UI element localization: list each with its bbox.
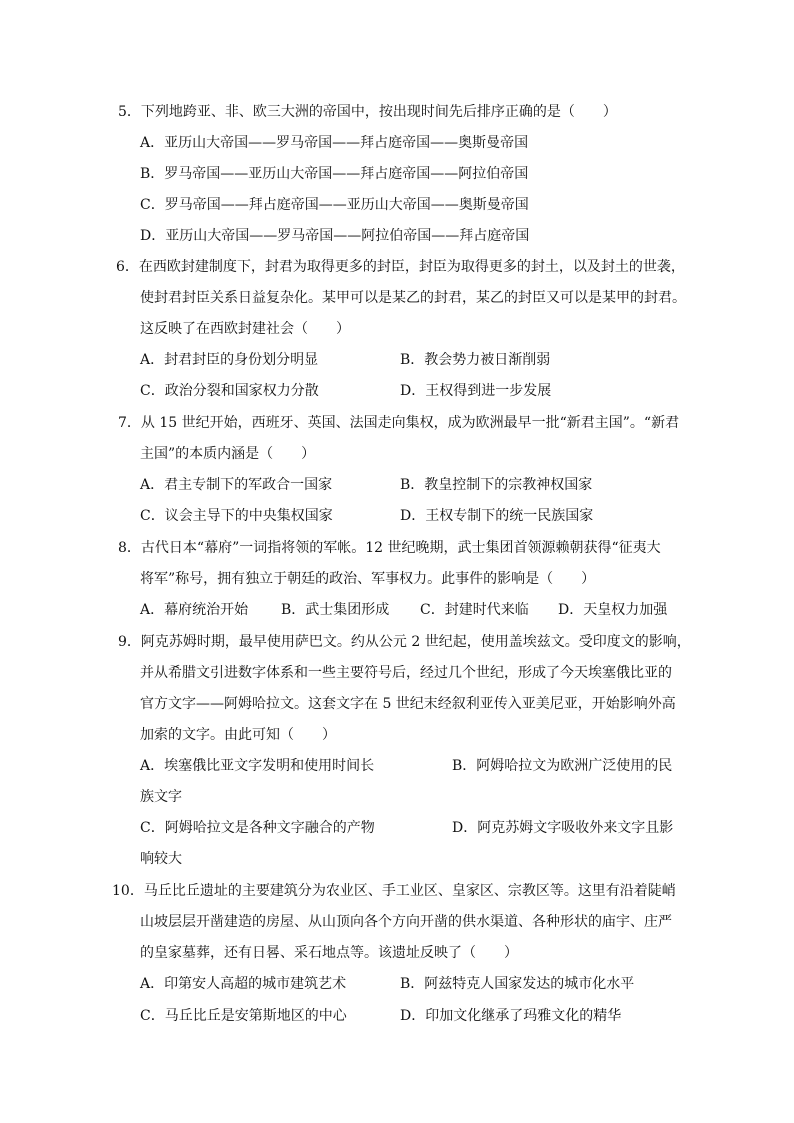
question-10-option-c: C．马丘比丘是安第斯地区的中心 bbox=[140, 1008, 347, 1024]
question-8-option-a: A．幕府统治开始 bbox=[140, 602, 249, 618]
question-6-stem-line-1: 6．在西欧封建制度下，封君为取得更多的封臣，封臣为取得更多的封土，以及封土的世袭， bbox=[116, 259, 685, 275]
question-7-option-d: D．王权专制下的统一民族国家 bbox=[400, 508, 594, 524]
question-10-stem-line-3: 的皇家墓葬，还有日晷、采石地点等。该遗址反映了（ ） bbox=[140, 945, 518, 961]
question-10-option-a: A．印第安人高超的城市建筑艺术 bbox=[140, 976, 347, 992]
question-7-option-a: A．君主专制下的军政合一国家 bbox=[140, 477, 333, 493]
question-6-option-b: B．教会势力被日渐削弱 bbox=[400, 352, 551, 368]
question-8-stem-line-1: 8．古代日本“幕府”一词指将领的军帐。12 世纪晚期，武士集团首领源赖朝获得“征夷大 bbox=[118, 540, 661, 556]
question-7-stem-line-1: 7．从 15 世纪开始，西班牙、英国、法国走向集权，成为欧洲最早一批“新君主国”。“新君 bbox=[118, 415, 680, 431]
question-7-stem-line-2: 主国”的本质内涵是（ ） bbox=[140, 446, 316, 462]
question-10-option-d: D．印加文化继承了玛雅文化的精华 bbox=[400, 1008, 622, 1024]
question-8-stem-line-2: 将军”称号，拥有独立于朝廷的政治、军事权力。此事件的影响是（ ） bbox=[140, 571, 596, 587]
question-5-option-a: A．亚历山大帝国——罗马帝国——拜占庭帝国——奥斯曼帝国 bbox=[140, 135, 529, 151]
question-9-stem-line-4: 加索的文字。由此可知（ ） bbox=[140, 727, 336, 743]
question-10-option-b: B．阿兹特克人国家发达的城市化水平 bbox=[400, 976, 635, 992]
question-9-stem-line-2: 并从希腊文引进数字体系和一些主要符号后，经过几个世纪，形成了今天埃塞俄比亚的 bbox=[140, 665, 672, 681]
question-7-option-b: B．教皇控制下的宗教神权国家 bbox=[400, 477, 593, 493]
question-9-option-d: D．阿克苏姆文字吸收外来文字且影 bbox=[452, 820, 674, 836]
question-10-stem-line-1: 10．马丘比丘遗址的主要建筑分为农业区、手工业区、皇家区、宗教区等。这里有沿着陡峭 bbox=[112, 883, 676, 899]
question-6-option-c: C．政治分裂和国家权力分散 bbox=[140, 383, 319, 399]
question-5-option-c: C．罗马帝国——拜占庭帝国——亚历山大帝国——奥斯曼帝国 bbox=[140, 197, 529, 213]
question-9-option-d-continued: 响较大 bbox=[140, 851, 182, 867]
question-10-stem-line-2: 山坡层层开凿建造的房屋、从山顶向各个方向开凿的供水渠道、各种形状的庙宇、庄严 bbox=[140, 914, 672, 930]
question-5-stem: 5．下列地跨亚、非、欧三大洲的帝国中，按出现时间先后排序正确的是（ ） bbox=[118, 104, 617, 120]
question-6-stem-line-2: 使封君封臣关系日益复杂化。某甲可以是某乙的封君，某乙的封臣又可以是某甲的封君。 bbox=[140, 290, 686, 306]
question-9-option-a: A．埃塞俄比亚文字发明和使用时间长 bbox=[140, 758, 375, 774]
question-9-stem-line-3: 官方文字——阿姆哈拉文。这套文字在 5 世纪末经叙利亚传入亚美尼亚，开始影响外高 bbox=[140, 696, 676, 712]
question-6-stem-line-3: 这反映了在西欧封建社会（ ） bbox=[140, 321, 350, 337]
question-9-stem-line-1: 9．阿克苏姆时期，最早使用萨巴文。约从公元 2 世纪起，使用盖埃兹文。受印度文的影响， bbox=[118, 634, 691, 650]
question-6-option-a: A．封君封臣的身份划分明显 bbox=[140, 352, 319, 368]
question-5-option-d: D．亚历山大帝国——罗马帝国——阿拉伯帝国——拜占庭帝国 bbox=[140, 228, 530, 244]
question-8-option-d: D．天皇权力加强 bbox=[558, 602, 668, 618]
question-5-option-b: B．罗马帝国——亚历山大帝国——拜占庭帝国——阿拉伯帝国 bbox=[140, 166, 529, 182]
question-8-option-c: C．封建时代来临 bbox=[420, 602, 529, 618]
question-6-option-d: D．王权得到进一步发展 bbox=[400, 383, 552, 399]
question-7-option-c: C．议会主导下的中央集权国家 bbox=[140, 508, 333, 524]
question-9-option-c: C．阿姆哈拉文是各种文字融合的产物 bbox=[140, 820, 375, 836]
question-9-option-b-continued: 族文字 bbox=[140, 789, 182, 805]
question-8-option-b: B．武士集团形成 bbox=[281, 602, 390, 618]
question-9-option-b: B．阿姆哈拉文为欧洲广泛使用的民 bbox=[452, 758, 673, 774]
